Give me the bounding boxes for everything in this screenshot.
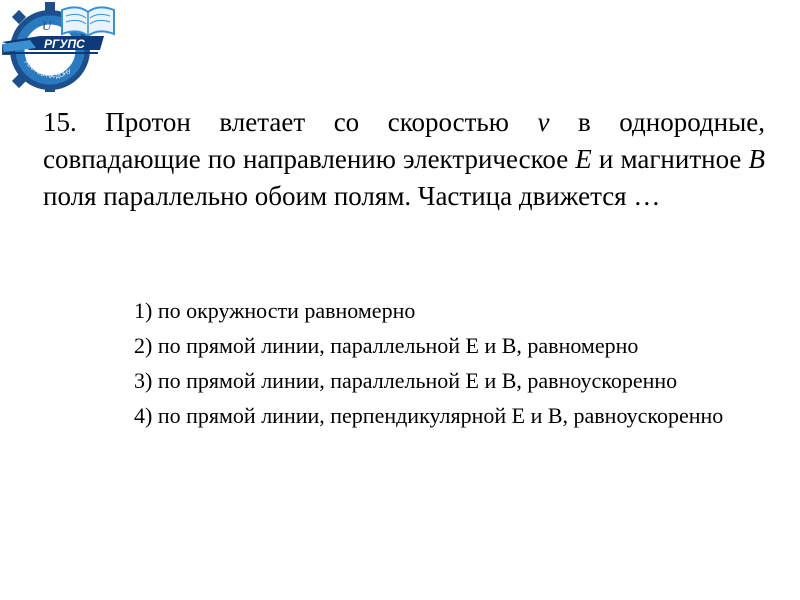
logo-graphic (0, 0, 118, 92)
answer-option-3[interactable]: 3) по прямой линии, параллельной Е и В, равноускоренно (134, 368, 678, 393)
magnetic-field-symbol: B (748, 144, 766, 174)
logo-ring-text: РОСТОВ-НА-ДОНУ (22, 59, 73, 81)
question-part: поля параллельно обоим полям. Частица движется … (43, 181, 661, 211)
electric-field-symbol: E (575, 144, 592, 174)
question-part: в однородные, совпадающие по направлению электрическое (43, 107, 766, 174)
velocity-symbol: v (537, 107, 550, 137)
logo-wordmark: РГУПС (44, 37, 85, 51)
question-part: 15. Протон влетает со скоростью (43, 107, 538, 137)
book-icon (62, 7, 114, 36)
answer-option-2[interactable]: 2) по прямой линии, параллельной Е и В, равномерно (134, 333, 639, 358)
answer-options (58, 294, 758, 433)
logo-letter: U (42, 18, 52, 33)
university-logo (0, 0, 118, 92)
question-part: и магнитное (591, 144, 749, 174)
answer-option-1[interactable]: 1) по окружности равномерно (134, 298, 416, 323)
answer-option-4[interactable]: 4) по прямой линии, перпендикулярной Е и В, равноускоренно (134, 403, 724, 428)
question-text (43, 104, 765, 215)
